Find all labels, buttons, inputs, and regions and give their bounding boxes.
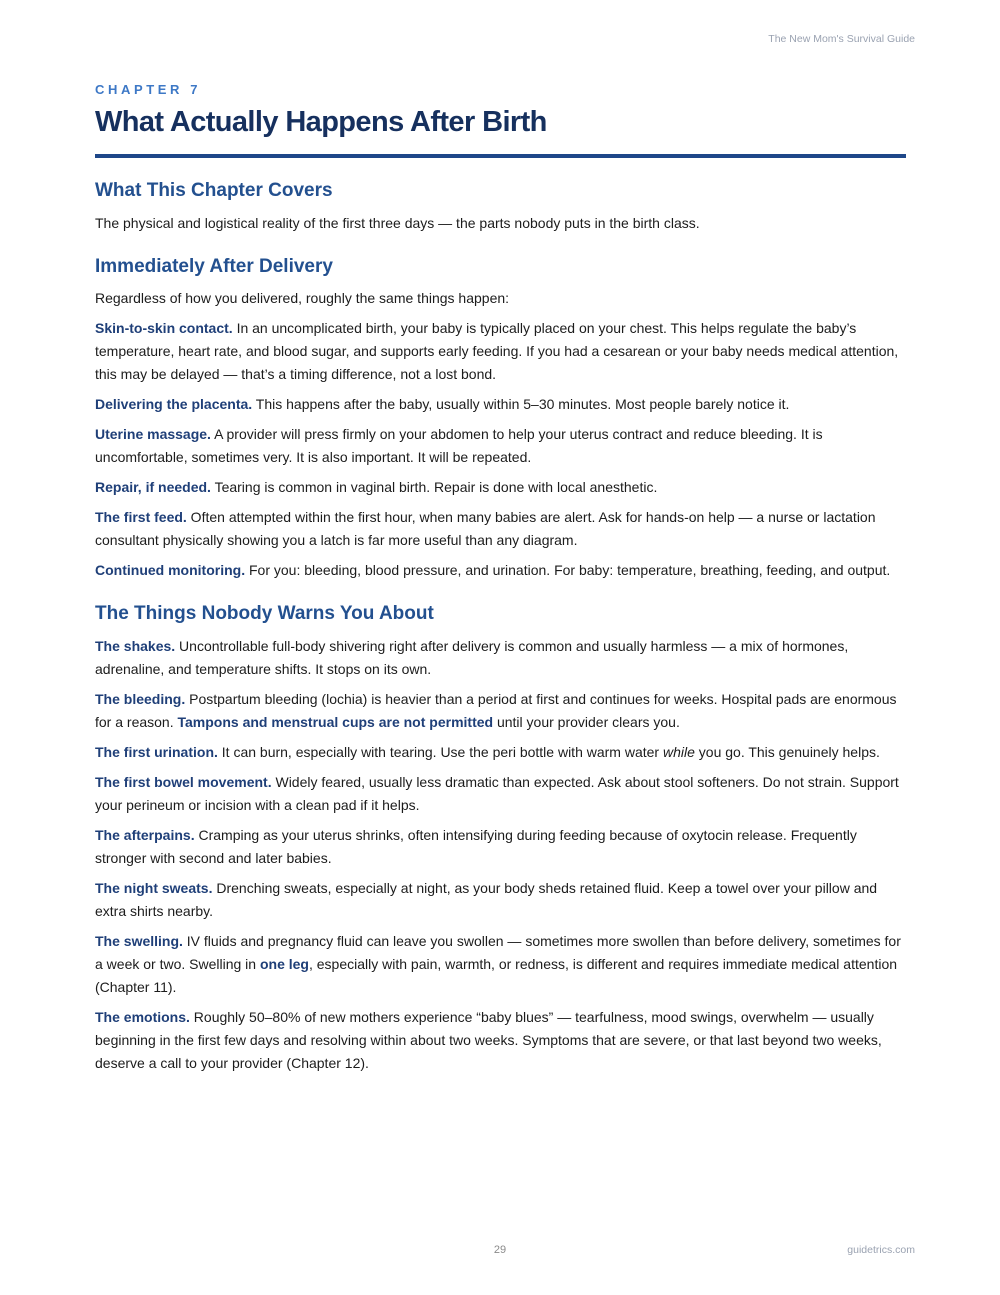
section-immediately-after-delivery — [95, 256, 906, 583]
section-heading: Immediately After Delivery — [95, 255, 333, 277]
list-item — [95, 771, 906, 817]
item-text: In an uncomplicated birth, your baby is typically placed on your chest. This helps regulate the baby’s temperature, heart rate, and blood sugar, and supports early feeding. If you had a cesarean or your baby needs medical attention, this may be delayed — that’s a timing difference, not a lost bond. — [95, 320, 899, 383]
section-intro: Regardless of how you delivered, roughly the same things happen: — [95, 290, 510, 307]
list-item — [95, 476, 906, 499]
item-term: The first urination. — [95, 744, 218, 761]
list-item — [95, 317, 906, 386]
item-emphasis: one leg — [259, 956, 309, 973]
list-item — [95, 688, 906, 734]
running-header: The New Mom's Survival Guide — [768, 33, 915, 45]
footer-site: guidetrics.com — [847, 1244, 915, 1256]
item-text: IV fluids and pregnancy fluid can leave you swollen — sometimes more swollen than before delivery, sometimes for a week or two. Swelling in — [95, 933, 901, 973]
page-body — [95, 82, 906, 1075]
item-text: Often attempted within the first hour, when many babies are alert. Ask for hands-on help — a nurse or lactation consultant physically showing you a latch is far more useful than any diagram. — [95, 509, 876, 549]
item-term: The bleeding. — [95, 691, 186, 708]
item-italic: while — [662, 744, 695, 761]
page-number: 29 — [493, 1244, 507, 1256]
item-term: Continued monitoring. — [95, 562, 246, 579]
item-text: Drenching sweats, especially at night, as your body sheds retained fluid. Keep a towel over your pillow and extra shirts nearby. — [95, 880, 878, 920]
item-term: The swelling. — [95, 933, 183, 950]
item-text: Roughly 50–80% of new mothers experience “baby blues” — tearfulness, mood swings, overwhelm — usually beginning in the first few days and resolving within about two weeks. Symptoms that are severe, or that last beyond two weeks, deserve a call to your provider (Chapter 12). — [95, 1009, 882, 1072]
item-text: A provider will press firmly on your abdomen to help your uterus contract and reduce bleeding. It is uncomfortable, sometimes very. It is also important. It will be repeated. — [95, 426, 823, 466]
list-item — [95, 877, 906, 923]
chapter-label: CHAPTER 7 — [95, 82, 202, 97]
item-text: you go. This genuinely helps. — [694, 744, 880, 761]
item-text: Postpartum bleeding (lochia) is heavier than a period at first and continues for weeks. Hospital pads are enormous for a reason. — [95, 691, 897, 731]
list-item — [95, 741, 906, 764]
title-divider — [95, 154, 906, 158]
item-text: Uncontrollable full-body shivering right after delivery is common and usually harmless — a mix of hormones, adrenaline, and temperature shifts. It stops on its own. — [95, 638, 849, 678]
item-term: Uterine massage. — [95, 426, 211, 443]
section-things-nobody-warns — [95, 603, 906, 1075]
list-item — [95, 423, 906, 469]
list-item — [95, 506, 906, 552]
section-text: The physical and logistical reality of the first three days — the parts nobody puts in the birth class. — [95, 214, 700, 231]
item-term: The first bowel movement. — [95, 774, 272, 791]
page-title: What Actually Happens After Birth — [95, 106, 547, 138]
item-text: , especially with pain, warmth, or redness, is different and requires immediate medical attention (Chapter 11). — [95, 956, 898, 996]
item-text: Tearing is common in vaginal birth. Repair is done with local anesthetic. — [210, 479, 658, 496]
list-item — [95, 635, 906, 681]
item-term: Repair, if needed. — [95, 479, 211, 496]
item-text: For you: bleeding, blood pressure, and urination. For baby: temperature, breathing, feeding, and output. — [245, 562, 891, 579]
item-term: Skin-to-skin contact. — [95, 320, 233, 337]
item-term: The first feed. — [95, 509, 187, 526]
item-term: The shakes. — [95, 638, 176, 655]
item-text: Cramping as your uterus shrinks, often intensifying during feeding because of oxytocin release. Frequently stronger with second and later babies. — [95, 827, 857, 867]
list-item — [95, 824, 906, 870]
item-term: The emotions. — [95, 1009, 190, 1026]
list-item — [95, 1006, 906, 1075]
item-term: Delivering the placenta. — [95, 396, 253, 413]
item-emphasis: Tampons and menstrual cups are not permitted — [177, 714, 494, 731]
item-term: The night sweats. — [95, 880, 213, 897]
list-item — [95, 930, 906, 999]
section-chapter-covers — [95, 180, 906, 235]
section-heading: What This Chapter Covers — [95, 179, 333, 201]
item-text: This happens after the baby, usually within 5–30 minutes. Most people barely notice it. — [252, 396, 790, 413]
item-term: The afterpains. — [95, 827, 195, 844]
item-text: until your provider clears you. — [493, 714, 680, 731]
item-text: Widely feared, usually less dramatic than expected. Ask about stool softeners. Do not strain. Support your perineum or incision with a clean pad if it helps. — [95, 774, 899, 814]
item-text: It can burn, especially with tearing. Use the peri bottle with warm water — [217, 744, 663, 761]
list-item — [95, 559, 906, 582]
list-item — [95, 393, 906, 416]
section-heading: The Things Nobody Warns You About — [95, 603, 434, 625]
